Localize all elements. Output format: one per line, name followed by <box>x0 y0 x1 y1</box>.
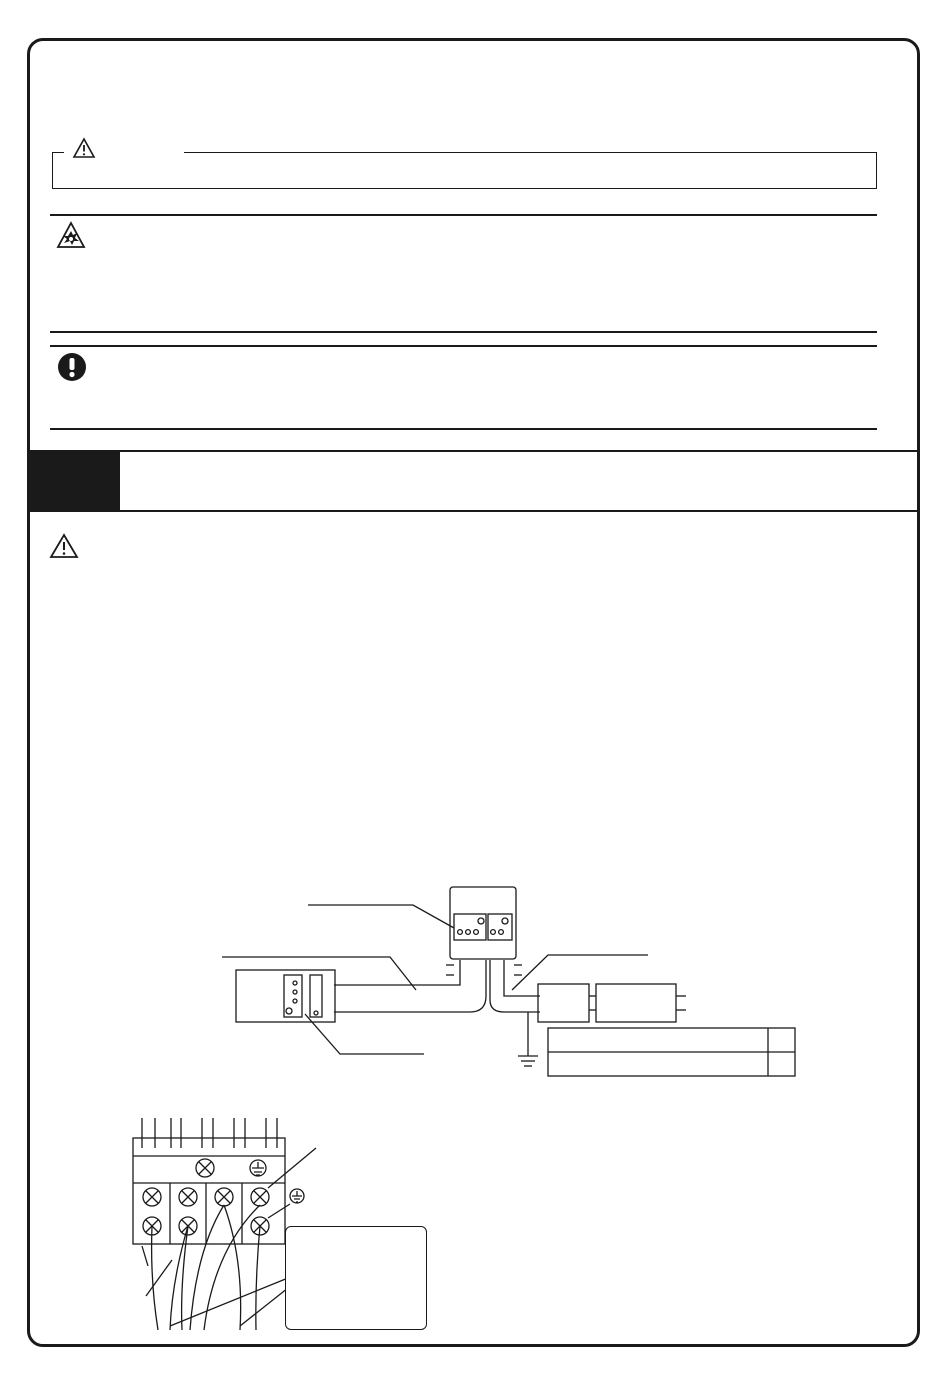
callout-box <box>285 1226 427 1330</box>
